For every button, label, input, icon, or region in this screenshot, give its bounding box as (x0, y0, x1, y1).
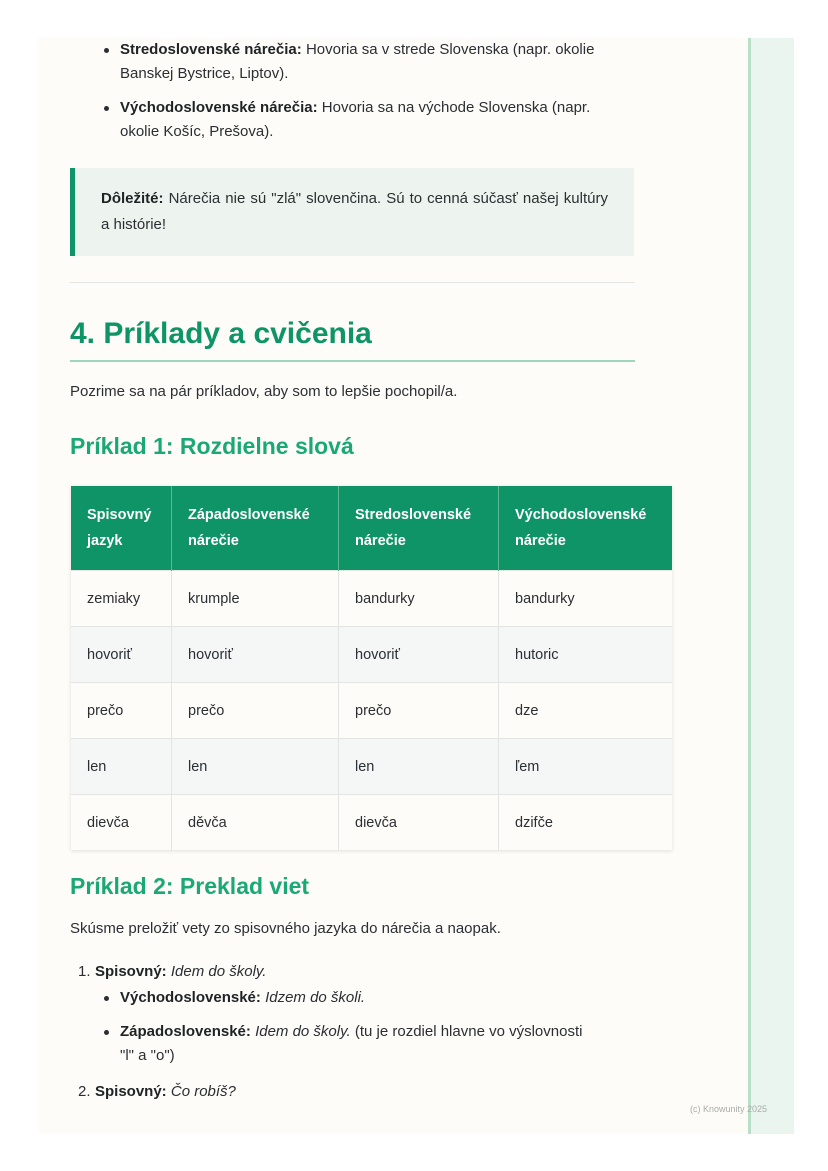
table-header: Stredoslovenské nárečie (339, 486, 499, 571)
table-cell: len (71, 739, 172, 795)
table-cell: krumple (172, 571, 339, 627)
bullet-text: Hovoria sa v strede Slovenska (napr. okolie (305, 41, 595, 58)
copyright-footer: (c) Knowunity 2025 (690, 1104, 768, 1114)
section-intro: Pozrime sa na pár príkladov, aby som to lepšie pochopil/a. (70, 383, 458, 400)
bullet-sentence: Idzem do školi. (265, 989, 366, 1006)
table-cell: dievča (339, 795, 499, 851)
table-cell: len (172, 739, 339, 795)
table-cell: hutoric (499, 627, 673, 683)
bullet-text: Hovoria sa na východe Slovenska (napr. (321, 99, 591, 116)
table-header: Spisovný jazyk (71, 486, 172, 571)
bullet-term: Východoslovenské nárečia: (120, 99, 318, 116)
list-item (70, 38, 635, 86)
list-item (70, 1020, 635, 1068)
right-sidebar-strip (748, 38, 794, 1134)
table-cell: hovoriť (172, 627, 339, 683)
table-row (71, 683, 672, 739)
example2-intro: Skúsme preložiť vety zo spisovného jazyka do nárečia a naopak. (70, 920, 501, 937)
bullet-text: Banskej Bystrice, Liptov). (120, 65, 289, 82)
list-label: Spisovný: (95, 1083, 167, 1100)
bullet-term: Západoslovenské: (120, 1023, 251, 1040)
list-number: 1. (78, 963, 91, 980)
list-item (70, 1080, 635, 1104)
table-cell: hovoriť (71, 627, 172, 683)
table-cell: len (339, 739, 499, 795)
table-row (71, 739, 672, 795)
dialect-words-table (71, 486, 672, 850)
bullet-text: "l" a "o") (120, 1047, 175, 1064)
bullet-sentence: Idem do školy. (255, 1023, 351, 1040)
table-cell: prečo (71, 683, 172, 739)
table-header-row (71, 486, 672, 571)
callout-text: Nárečia nie sú "zlá" slovenčina. Sú to cenná súčasť našej kultúry a histórie! (101, 190, 608, 233)
list-label: Spisovný: (95, 963, 167, 980)
list-item (70, 96, 635, 144)
bullet-term: Stredoslovenské nárečia: (120, 41, 302, 58)
table-cell: bandurky (499, 571, 673, 627)
table-row (71, 627, 672, 683)
bullet-text: okolie Košíc, Prešova). (120, 123, 274, 140)
table-cell: dievča (71, 795, 172, 851)
section-title: 4. Príklady a cvičenia (70, 314, 635, 362)
example2-title: Príklad 2: Preklad viet (70, 873, 310, 899)
list-sentence: Čo robíš? (170, 1083, 236, 1100)
dialect-bullet-list (70, 38, 635, 144)
table-cell: dzifče (499, 795, 673, 851)
table-header: Východoslovenské nárečie (499, 486, 673, 571)
table-cell: bandurky (339, 571, 499, 627)
table-row (71, 571, 672, 627)
divider (70, 282, 635, 283)
bullet-term: Východoslovenské: (120, 989, 261, 1006)
table-cell: prečo (172, 683, 339, 739)
table-cell: ľem (499, 739, 673, 795)
bullet-text: (tu je rozdiel hlavne vo výslovnosti (354, 1023, 583, 1040)
important-callout (70, 168, 634, 256)
table-header: Západoslovenské nárečie (172, 486, 339, 571)
table-cell: děvča (172, 795, 339, 851)
list-number: 2. (78, 1083, 91, 1100)
table-cell: prečo (339, 683, 499, 739)
table-cell: dze (499, 683, 673, 739)
list-item (70, 960, 635, 984)
callout-label: Dôležité: (101, 190, 164, 207)
translation-list (70, 960, 635, 1104)
table-cell: hovoriť (339, 627, 499, 683)
table-cell: zemiaky (71, 571, 172, 627)
list-item (70, 986, 635, 1010)
example1-title: Príklad 1: Rozdielne slová (70, 433, 354, 459)
table-row (71, 795, 672, 851)
list-sentence: Idem do školy. (170, 963, 267, 980)
